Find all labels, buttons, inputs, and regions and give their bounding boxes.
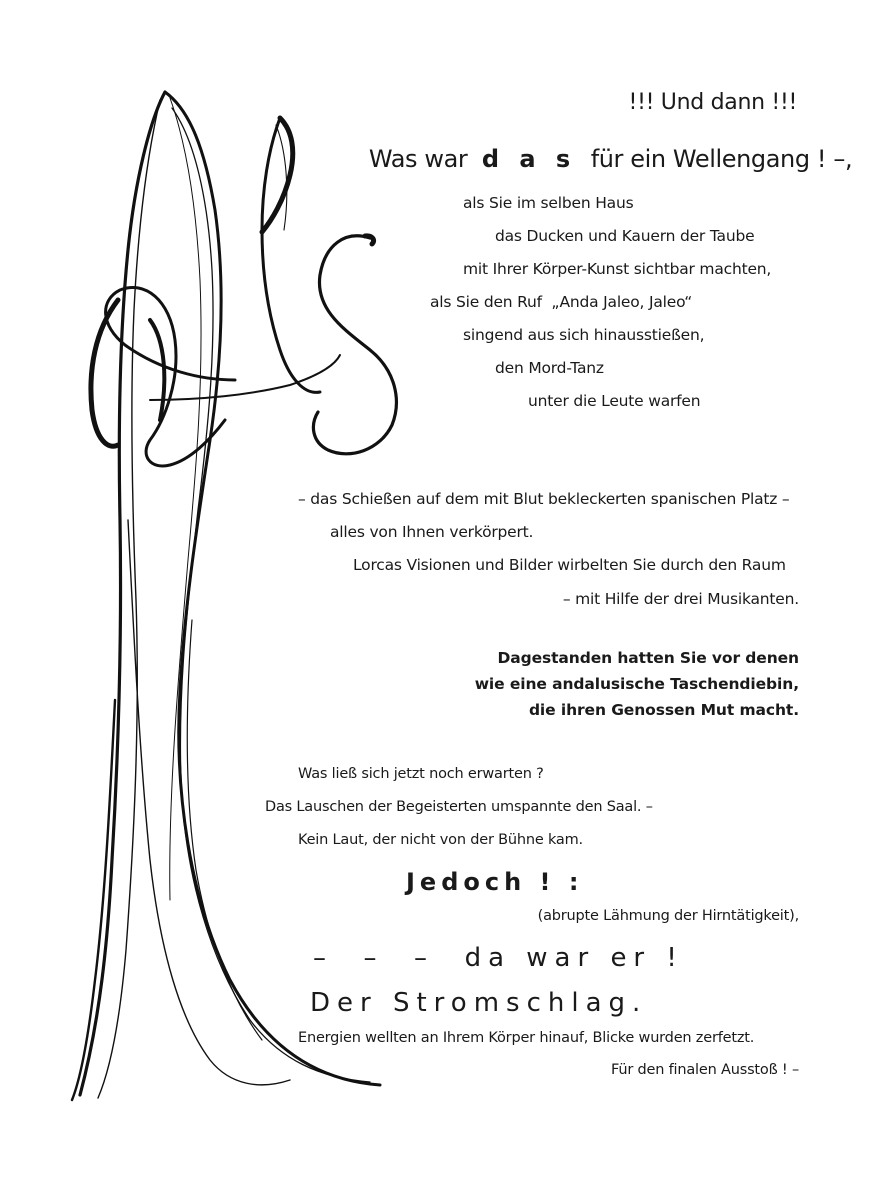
initial-a-left-swell [91,300,118,446]
final-line: Für den finalen Ausstoß ! – [611,1062,799,1078]
stanza4-line-1: Was ließ sich jetzt noch erwarten ? [298,766,544,782]
paren-line: (abrupte Lähmung der Hirntätigkeit), [537,908,799,924]
heading-text-after: für ein Wellengang ! –, [590,145,853,173]
stanza1-line-5: singend aus sich hinausstießen, [463,326,705,344]
stanza2-line-2: alles von Ihnen verkörpert. [330,523,534,541]
initial-l-hairline [276,125,287,230]
initial-s-stroke [313,236,396,454]
initial-s-cap [365,236,374,244]
stanza4-line-3: Kein Laut, der nicht von der Bühne kam. [298,832,583,848]
initial-a-crossbar-loop [106,287,235,466]
stanza1-line-4: als Sie den Ruf „Anda Jaleo, Jaleo“ [430,293,693,311]
initial-a-left-swell-2 [150,320,164,420]
heading-line-2 [340,123,852,195]
stanza1-line-2: das Ducken und Kauern der Taube [495,227,755,245]
energien-line: Energien wellten an Ihrem Körper hinauf, Blicke wurden zerfetzt. [298,1030,755,1046]
stanza1-line-6: den Mord-Tanz [495,359,604,377]
initial-tail-stroke-3 [187,620,262,1040]
heading-emphasis-das: d a s [481,145,577,173]
stanza2-line-3: Lorcas Visionen und Bilder wirbelten Sie durch den Raum [353,556,786,574]
da-war-er-line: – – – da war er ! [313,943,684,973]
stanza3-line-1: Dagestanden hatten Sie vor denen [497,649,799,667]
stanza3-line-3: die ihren Genossen Mut macht. [528,701,799,719]
stanza2-line-4: – mit Hilfe der drei Musikanten. [562,590,799,608]
initial-a-right-stroke-inner [172,108,370,1082]
initial-a-left-stroke [80,92,165,1095]
stanza1-line-1: als Sie im selben Haus [463,194,634,212]
jedoch-heading: Jedoch ! : [406,868,584,896]
stromschlag-line: Der Stromschlag. [310,988,648,1018]
stanza1-line-3: mit Ihrer Körper-Kunst sichtbar machten, [463,260,772,278]
stanza3-line-2: wie eine andalusische Taschendiebin, [474,675,799,693]
initial-a-inner-hairline [170,98,201,900]
stanza1-line-7: unter die Leute warfen [528,392,701,410]
heading-line-1: !!! Und dann !!! [628,90,797,115]
stanza4-line-2: Das Lauschen der Begeisterten umspannte den Saal. – [265,799,653,815]
heading-text-before: Was war [368,145,468,173]
stanza2-line-1: – das Schießen auf dem mit Blut bekleckerten spanischen Platz – [298,490,790,508]
